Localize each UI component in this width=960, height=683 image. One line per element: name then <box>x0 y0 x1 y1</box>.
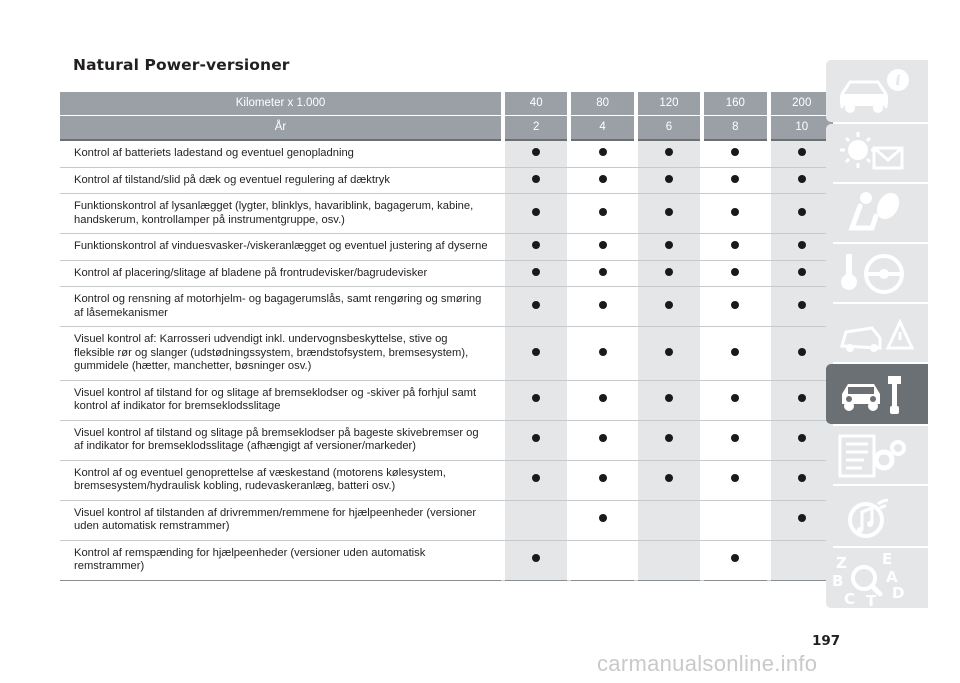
check-dot-icon <box>532 301 540 309</box>
check-description: Visuel kontrol af tilstanden af drivremmen/remmene for hjælpeenheder (versioner uden automatisk remstrammer) <box>60 500 501 540</box>
check-dot-icon <box>731 554 739 562</box>
check-dot-icon <box>731 474 739 482</box>
table-row <box>60 287 833 327</box>
interval-cell <box>638 194 700 234</box>
check-dot-icon <box>665 148 673 156</box>
check-dot-icon <box>532 175 540 183</box>
header-year-2: 2 <box>505 116 567 141</box>
interval-cell <box>704 327 766 381</box>
interval-cell <box>771 287 833 327</box>
check-dot-icon <box>665 348 673 356</box>
check-description: Kontrol af batteriets ladestand og eventuel genopladning <box>60 140 501 167</box>
index-letter-z: Z <box>836 554 847 572</box>
check-dot-icon <box>798 268 806 276</box>
starting-driving-icon <box>826 244 928 302</box>
check-dot-icon <box>731 241 739 249</box>
tab-index[interactable] <box>826 548 928 608</box>
interval-cell <box>571 327 633 381</box>
interval-cell <box>571 194 633 234</box>
index-letter-d: D <box>892 584 905 602</box>
table-row <box>60 500 833 540</box>
check-dot-icon <box>665 394 673 402</box>
interval-cell <box>571 380 633 420</box>
check-dot-icon <box>599 348 607 356</box>
tab-emergency[interactable] <box>826 304 928 362</box>
interval-cell <box>571 420 633 460</box>
check-dot-icon <box>798 301 806 309</box>
check-dot-icon <box>665 474 673 482</box>
check-description: Visuel kontrol af tilstand og slitage på bremseklodser på bageste skivebremser og af indikator for bremseklodsslitage (afhængigt af versioner/markeder) <box>60 420 501 460</box>
check-description: Kontrol og rensning af motorhjelm- og bagagerumslås, samt rengøring og smøring af låsemekanismer <box>60 287 501 327</box>
header-km-160: 160 <box>704 92 766 116</box>
check-dot-icon <box>731 175 739 183</box>
tab-safety[interactable] <box>826 184 928 242</box>
table-row <box>60 380 833 420</box>
check-dot-icon <box>731 148 739 156</box>
warning-lights-icon <box>826 124 928 182</box>
check-dot-icon <box>532 268 540 276</box>
interval-cell <box>505 460 567 500</box>
multimedia-icon <box>826 486 928 546</box>
interval-cell <box>505 380 567 420</box>
interval-cell <box>771 327 833 381</box>
emergency-icon <box>826 304 928 362</box>
interval-cell <box>571 287 633 327</box>
check-dot-icon <box>731 268 739 276</box>
interval-cell <box>571 140 633 167</box>
header-year-row <box>60 116 833 141</box>
interval-cell <box>704 420 766 460</box>
interval-cell <box>638 260 700 287</box>
interval-cell <box>704 167 766 194</box>
check-dot-icon <box>599 514 607 522</box>
interval-cell <box>571 167 633 194</box>
check-dot-icon <box>798 175 806 183</box>
interval-cell <box>638 327 700 381</box>
check-dot-icon <box>665 301 673 309</box>
car-info-icon <box>826 60 928 122</box>
interval-cell <box>505 234 567 261</box>
check-dot-icon <box>798 514 806 522</box>
interval-cell <box>771 140 833 167</box>
tab-technical-data[interactable] <box>826 426 928 484</box>
index-letter-b: B <box>832 572 844 590</box>
check-dot-icon <box>731 434 739 442</box>
interval-cell <box>638 420 700 460</box>
interval-cell <box>771 540 833 580</box>
table-row <box>60 194 833 234</box>
header-year-4: 4 <box>571 116 633 141</box>
tab-car-info[interactable] <box>826 60 928 122</box>
interval-cell <box>505 167 567 194</box>
table-row <box>60 234 833 261</box>
check-dot-icon <box>731 394 739 402</box>
check-dot-icon <box>798 394 806 402</box>
interval-cell <box>704 140 766 167</box>
table-row <box>60 540 833 580</box>
interval-cell <box>771 420 833 460</box>
interval-cell <box>704 380 766 420</box>
check-dot-icon <box>599 434 607 442</box>
check-dot-icon <box>731 301 739 309</box>
interval-cell <box>704 194 766 234</box>
index-icon <box>826 548 928 608</box>
interval-cell <box>638 234 700 261</box>
tab-multimedia[interactable] <box>826 486 928 546</box>
check-dot-icon <box>532 348 540 356</box>
table-row <box>60 167 833 194</box>
interval-cell <box>704 234 766 261</box>
check-dot-icon <box>665 208 673 216</box>
interval-cell <box>771 194 833 234</box>
watermark: carmanualsonline.info <box>597 651 818 676</box>
header-km-label: Kilometer x 1.000 <box>60 92 501 116</box>
check-dot-icon <box>532 434 540 442</box>
index-letter-e: E <box>882 550 893 568</box>
interval-cell <box>638 500 700 540</box>
check-description: Visuel kontrol af tilstand for og slitage af bremseklodser og -skiver på forhjul samt kontrol af indikator for bremseklodsslitage <box>60 380 501 420</box>
tab-maintenance[interactable] <box>826 364 928 424</box>
header-km-120: 120 <box>638 92 700 116</box>
index-letter-a: A <box>886 568 898 586</box>
check-dot-icon <box>665 175 673 183</box>
interval-cell <box>704 540 766 580</box>
interval-cell <box>505 540 567 580</box>
maintenance-schedule-table <box>60 92 833 581</box>
check-dot-icon <box>599 175 607 183</box>
check-description: Visuel kontrol af: Karrosseri udvendigt inkl. undervognsbeskyttelse, stive og fleksible rør og slanger (udstødningssystem, brændstofsystem, bremsesystem), gummidele (hætter, manchetter, bøsninger osv.) <box>60 327 501 381</box>
check-dot-icon <box>532 208 540 216</box>
page-title: Natural Power-versioner <box>73 56 290 74</box>
interval-cell <box>505 140 567 167</box>
table-row <box>60 140 833 167</box>
header-km-row <box>60 92 833 116</box>
interval-cell <box>771 167 833 194</box>
interval-cell <box>571 260 633 287</box>
check-dot-icon <box>731 208 739 216</box>
check-description: Kontrol af placering/slitage af bladene på frontrudevisker/bagrudevisker <box>60 260 501 287</box>
interval-cell <box>571 500 633 540</box>
table-row <box>60 260 833 287</box>
header-year-label: År <box>60 116 501 141</box>
header-km-80: 80 <box>571 92 633 116</box>
check-dot-icon <box>532 554 540 562</box>
check-dot-icon <box>599 268 607 276</box>
header-km-200: 200 <box>771 92 833 116</box>
maintenance-icon <box>826 364 928 424</box>
check-description: Kontrol af og eventuel genoprettelse af væskestand (motorens kølesystem, bremsesystem/hydraulisk kobling, rudevaskeranlæg, batteri osv.) <box>60 460 501 500</box>
page-number: 197 <box>812 633 841 649</box>
header-year-6: 6 <box>638 116 700 141</box>
check-description: Funktionskontrol af lysanlægget (lygter, blinklys, havariblink, bagagerum, kabine, handskerum, kontrollamper på instrumentgruppe, osv.) <box>60 194 501 234</box>
interval-cell <box>704 260 766 287</box>
interval-cell <box>704 500 766 540</box>
index-letter-c: C <box>844 590 856 608</box>
technical-data-icon <box>826 426 928 484</box>
interval-cell <box>638 287 700 327</box>
tab-warning-lights[interactable] <box>826 124 928 182</box>
check-dot-icon <box>532 241 540 249</box>
interval-cell <box>771 460 833 500</box>
check-dot-icon <box>665 241 673 249</box>
header-km-40: 40 <box>505 92 567 116</box>
check-dot-icon <box>798 208 806 216</box>
check-dot-icon <box>798 241 806 249</box>
interval-cell <box>771 380 833 420</box>
check-dot-icon <box>532 394 540 402</box>
tab-starting-driving[interactable] <box>826 244 928 302</box>
check-dot-icon <box>599 148 607 156</box>
index-letter-t: T <box>866 592 877 608</box>
interval-cell <box>638 540 700 580</box>
schedule-rows <box>60 140 833 580</box>
check-description: Funktionskontrol af vinduesvasker-/viskeranlægget og eventuel justering af dyserne <box>60 234 501 261</box>
check-dot-icon <box>532 474 540 482</box>
check-dot-icon <box>665 434 673 442</box>
interval-cell <box>505 260 567 287</box>
check-description: Kontrol af tilstand/slid på dæk og eventuel regulering af dæktryk <box>60 167 501 194</box>
interval-cell <box>505 500 567 540</box>
check-dot-icon <box>798 348 806 356</box>
interval-cell <box>771 500 833 540</box>
interval-cell <box>571 234 633 261</box>
interval-cell <box>704 287 766 327</box>
check-dot-icon <box>798 148 806 156</box>
interval-cell <box>571 540 633 580</box>
header-year-8: 8 <box>704 116 766 141</box>
interval-cell <box>505 327 567 381</box>
interval-cell <box>505 287 567 327</box>
svg-text:i: i <box>895 73 901 89</box>
interval-cell <box>505 194 567 234</box>
header-year-10: 10 <box>771 116 833 141</box>
check-description: Kontrol af remspænding for hjælpeenheder (versioner uden automatisk remstrammer) <box>60 540 501 580</box>
safety-airbag-icon <box>826 184 928 242</box>
interval-cell <box>771 260 833 287</box>
check-dot-icon <box>665 268 673 276</box>
interval-cell <box>638 380 700 420</box>
interval-cell <box>704 460 766 500</box>
check-dot-icon <box>532 148 540 156</box>
check-dot-icon <box>798 434 806 442</box>
table-row <box>60 327 833 381</box>
table-row <box>60 420 833 460</box>
table-row <box>60 460 833 500</box>
check-dot-icon <box>599 208 607 216</box>
interval-cell <box>638 140 700 167</box>
check-dot-icon <box>599 394 607 402</box>
check-dot-icon <box>599 474 607 482</box>
interval-cell <box>638 167 700 194</box>
interval-cell <box>505 420 567 460</box>
interval-cell <box>571 460 633 500</box>
check-dot-icon <box>599 241 607 249</box>
interval-cell <box>771 234 833 261</box>
check-dot-icon <box>599 301 607 309</box>
check-dot-icon <box>798 474 806 482</box>
check-dot-icon <box>731 348 739 356</box>
interval-cell <box>638 460 700 500</box>
